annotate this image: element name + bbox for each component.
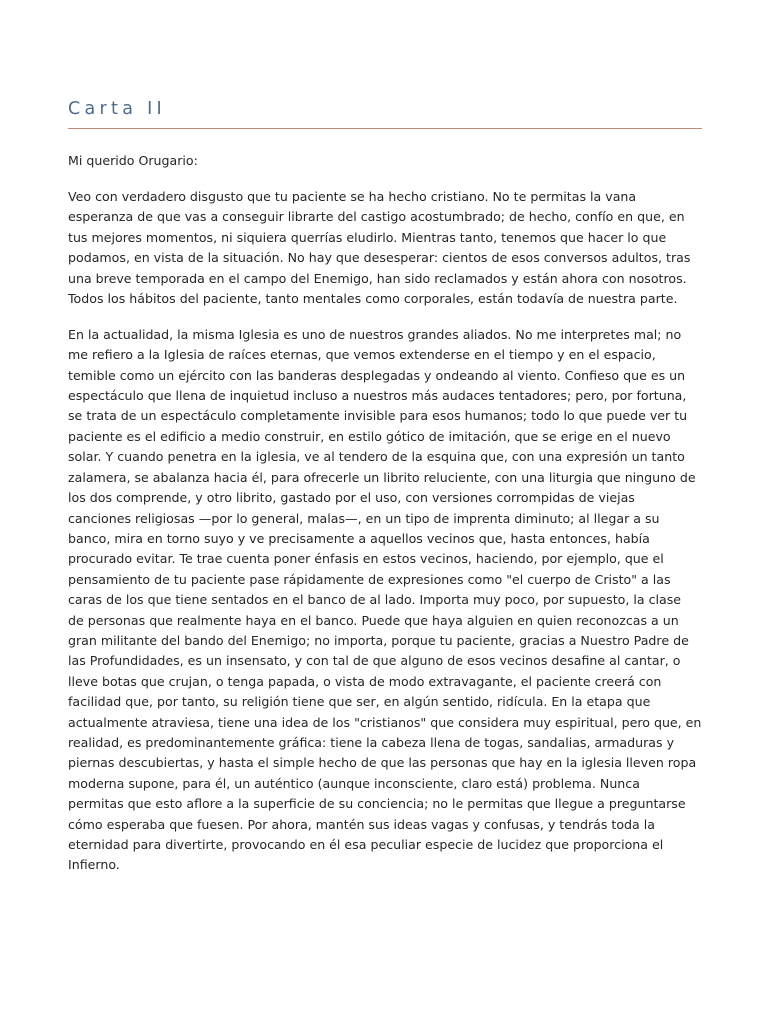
text-line: se trata de un espectáculo completamente invisible para esos humanos; todo lo que puede ver tu [68, 408, 688, 424]
text-line: temible como un ejército con las banderas desplegadas y ondeando al viento. Confieso que es un [68, 367, 686, 383]
text-line: pensamiento de tu paciente pase rápidamente de expresiones como "el cuerpo de Cristo" a las [68, 571, 671, 587]
text-line: permitas que esto aflore a la superficie de su conciencia; no le permitas que llegue a preguntarse [68, 796, 686, 812]
text-line: las Profundidades, es un insensato, y con tal de que alguno de esos vecinos desafine al cantar, o [68, 653, 681, 669]
paragraph-2 [68, 325, 702, 876]
text-line: me refiero a la Iglesia de raíces eternas, que vemos extenderse en el tiempo y en el espacio, [68, 347, 656, 363]
text-line: Infierno. [68, 857, 120, 873]
page-title: Carta II [68, 99, 167, 119]
text-line: piernas descubiertas, y hasta el simple hecho de que las personas que hay en la iglesia lleven ropa [68, 755, 697, 771]
text-line: solar. Y cuando penetra en la iglesia, ve al tendero de la esquina que, con una expresión un tanto [68, 449, 685, 465]
text-line: canciones religiosas —por lo general, malas—, en un tipo de imprenta diminuto; al llegar a su [68, 510, 660, 526]
paragraph-1 [68, 187, 702, 309]
text-line: cómo esperaba que fuesen. Por ahora, mantén sus ideas vagas y confusas, y tendrás toda la [68, 816, 655, 832]
salutation: Mi querido Orugario: [68, 153, 198, 168]
text-line: gran militante del bando del Enemigo; no importa, porque tu paciente, gracias a Nuestro Padre de [68, 632, 689, 648]
text-line: espectáculo que llena de inquietud incluso a nuestros más audaces tentadores; pero, por fortuna, [68, 388, 687, 404]
text-line: actualmente atraviesa, tiene una idea de los "cristianos" que considera muy espiritual, pero que, en [68, 714, 702, 730]
text-line: caras de los que tiene sentados en el banco de al lado. Importa muy poco, por supuesto, la clase [68, 592, 682, 608]
text-line: realidad, es predominantemente gráfica: tiene la cabeza llena de togas, sandalias, armaduras y [68, 734, 675, 750]
text-line: moderna supone, para él, un auténtico (aunque inconsciente, claro está) problema. Nunca [68, 775, 640, 791]
text-line: esperanza de que vas a conseguir librarte del castigo acostumbrado; de hecho, confío en que, en [68, 209, 685, 225]
text-line: Todos los hábitos del paciente, tanto mentales como corporales, están todavía de nuestra parte. [68, 290, 678, 306]
text-line: lleve botas que crujan, o tenga papada, o vista de modo extravagante, el paciente creerá con [68, 673, 662, 689]
text-line: paciente es el edificio a medio construir, en estilo gótico de imitación, que se erige en el nuevo [68, 428, 671, 444]
text-line: los dos comprende, y otro librito, gastado por el uso, con versiones corrompidas de viejas [68, 490, 635, 506]
text-line: En la actualidad, la misma Iglesia es uno de nuestros grandes aliados. No me interpretes mal; no [68, 326, 682, 342]
text-line: una breve temporada en el campo del Enemigo, han sido reclamados y están ahora con nosotros. [68, 270, 687, 286]
text-line: banco, mira en torno suyo y ve precisamente a aquellos vecinos que, hasta entonces, había [68, 530, 650, 546]
title-divider [68, 128, 702, 129]
letter-body [68, 151, 702, 891]
text-line: Veo con verdadero disgusto que tu paciente se ha hecho cristiano. No te permitas la vana [68, 188, 637, 204]
text-line: tus mejores momentos, ni siquiera querrías eludirlo. Mientras tanto, tenemos que hacer lo que [68, 229, 667, 245]
text-line: podamos, en vista de la situación. No hay que desesperar: cientos de esos conversos adultos, tras [68, 250, 691, 266]
text-line: procurado evitar. Te trae cuenta poner énfasis en estos vecinos, haciendo, por ejemplo, que el [68, 551, 664, 567]
text-line: de personas que realmente haya en el banco. Puede que haya alguien en quien reconozcas a un [68, 612, 679, 628]
text-line: zalamera, se abalanza hacia él, para ofrecerle un librito reluciente, con una liturgia que ninguno de [68, 469, 696, 485]
text-line: facilidad que, por tanto, su religión tiene que ser, en algún sentido, ridícula. En la etapa que [68, 694, 651, 710]
text-line: eternidad para divertirte, provocando en él esa peculiar especie de lucidez que proporciona el [68, 837, 664, 852]
